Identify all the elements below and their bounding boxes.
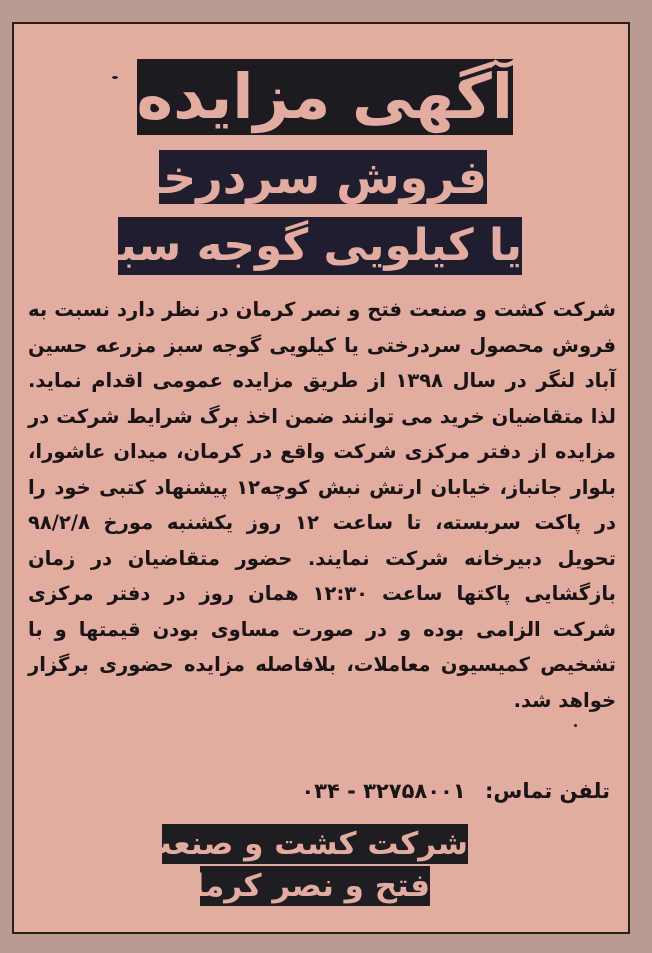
- contact-phone-number: ۰۳۴ - ۳۲۷۵۸۰۰۱: [301, 779, 466, 803]
- headline-on-tree-sale: فروش سردرختی: [97, 150, 487, 204]
- announcement-body: شرکت کشت و صنعت فتح و نصر کرمان در نظر دارد نسبت به فروش محصول سردرختی یا کیلویی گوجه سبز مزرعه حسین آباد لنگر در سال ۱۳۹۸ از طریق مزایده عمومی اقدام نماید. لذا متقاضیان خرید می توانند ضمن اخذ برگ شرایط شرکت در مزایده از دفتر مرکزی شرکت واقع در کرمان، میدان عاشورا، بلوار جانباز، خیابان ارتش نبش کوچه۱۲ پیشنهاد کتبی خود را در پاکت سربسته، تا ساعت ۱۲ روز یکشنبه مورخ ۹۸/۲/۸ تحویل دبیرخانه شرکت نمایند. حضور متقاضیان در زمان بازگشایی پاکتها ساعت ۱۲:۳۰ همان روز در دفتر مرکزی شرکت الزامی بوده و در صورت مساوی بودن قیمتها و با تشخیص کمیسیون معاملات، بلافاصله مزایده حضوری برگزار خواهد شد.: [28, 298, 616, 712]
- contact-label: تلفن تماس:: [484, 779, 610, 803]
- signature-company-line1: شرکت کشت و صنعت: [140, 826, 468, 862]
- headline-auction-notice: آگهی مزایده: [136, 60, 513, 133]
- headline-green-plum-by-kilo: یا کیلویی گوجه سبز: [118, 217, 522, 275]
- signature-company-line2: فتح و نصر کرمان: [166, 868, 430, 904]
- advertisement-frame: [12, 22, 630, 934]
- print-speck: [112, 76, 118, 79]
- contact-row: [301, 774, 610, 808]
- print-speck: [574, 724, 577, 727]
